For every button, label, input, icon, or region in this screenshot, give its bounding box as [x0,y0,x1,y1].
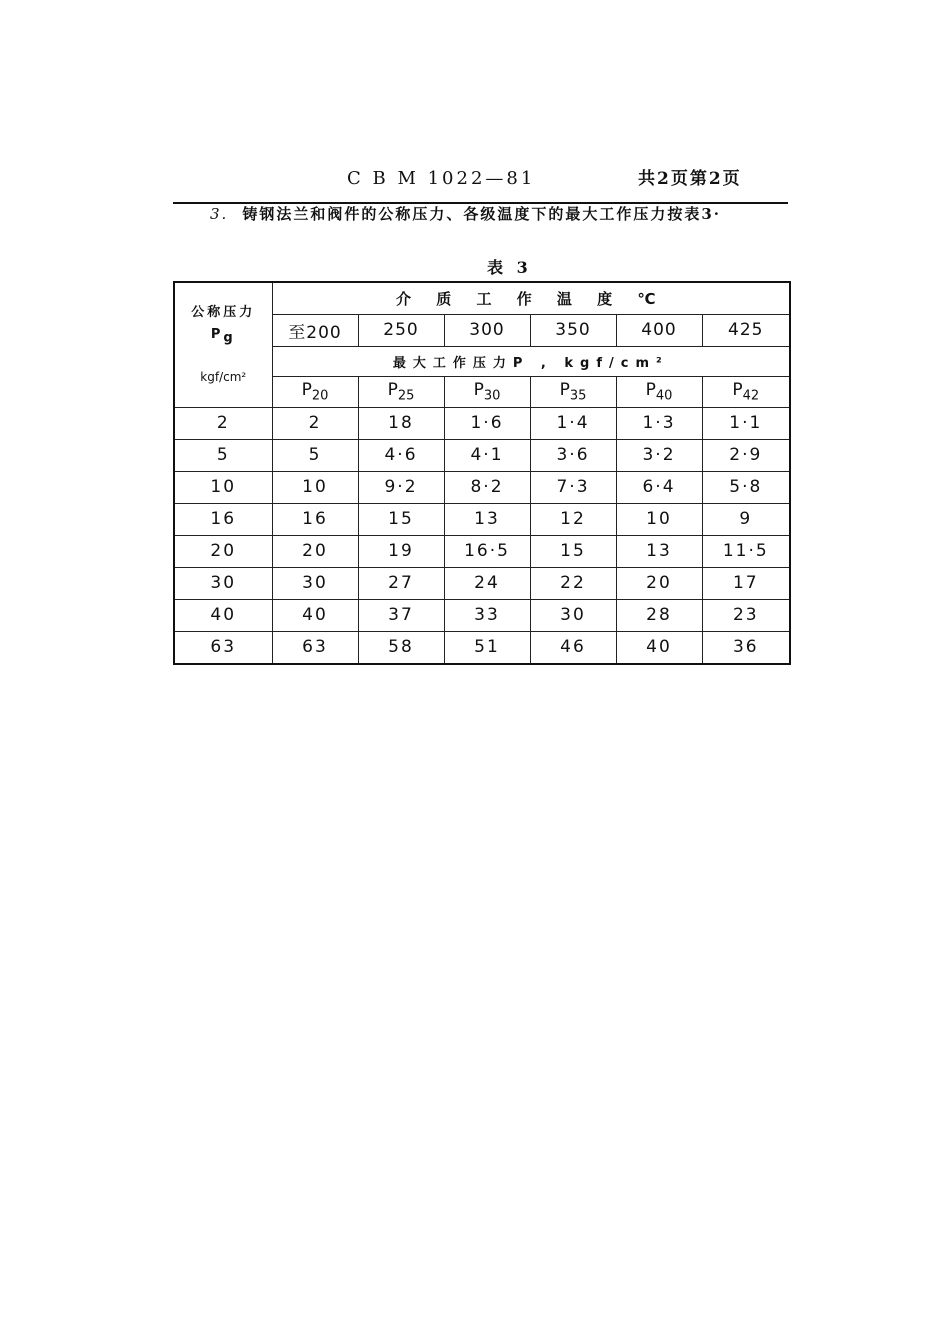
pressure-symbol-cell: $P_{35}$ [530,376,616,407]
max-pressure-cell: 10 [616,503,702,535]
pressure-table [173,281,791,665]
max-pressure-cell: 15 [530,535,616,567]
table-row [174,503,790,535]
max-pressure-cell: 20 [616,567,702,599]
max-pressure-cell: 12 [530,503,616,535]
nominal-pressure-cell: 5 [174,439,272,471]
max-pressure-cell: 1·1 [702,407,790,439]
temperature-cell: 300 [444,314,530,346]
max-pressure-cell: 3·6 [530,439,616,471]
section-text: 铸钢法兰和阀件的公称压力、各级温度下的最大工作压力按表3· [242,205,721,223]
max-pressure-cell: 11·5 [702,535,790,567]
nominal-pressure-cell: 20 [174,535,272,567]
max-pressure-cell: 23 [702,599,790,631]
max-pressure-cell: 1·3 [616,407,702,439]
temperature-header: 介 质 工 作 温 度 ℃ [272,282,790,314]
pressure-symbol-cell: $P_{30}$ [444,376,530,407]
max-pressure-cell: 13 [444,503,530,535]
max-pressure-cell: 37 [358,599,444,631]
max-pressure-cell: 7·3 [530,471,616,503]
pressure-symbol-cell: $P_{42}$ [702,376,790,407]
max-pressure-cell: 40 [272,599,358,631]
max-pressure-cell: 20 [272,535,358,567]
nominal-pressure-cell: 40 [174,599,272,631]
nominal-pressure-cell: 10 [174,471,272,503]
nominal-pressure-cell: 63 [174,631,272,664]
max-pressure-cell: 22 [530,567,616,599]
pressure-symbol-cell: $P_{20}$ [272,376,358,407]
table-row [174,439,790,471]
section-paragraph [210,203,721,224]
max-pressure-cell: 3·2 [616,439,702,471]
pressure-symbol-cell: $P_{25}$ [358,376,444,407]
section-number: 3. [210,205,229,223]
max-pressure-cell: 1·6 [444,407,530,439]
nominal-pressure-cell: 16 [174,503,272,535]
max-pressure-cell: 46 [530,631,616,664]
max-pressure-cell: 10 [272,471,358,503]
max-pressure-cell: 19 [358,535,444,567]
temperature-cell: 250 [358,314,444,346]
max-pressure-cell: 33 [444,599,530,631]
row-header-cell [174,282,272,407]
nominal-pressure-cell: 30 [174,567,272,599]
max-pressure-cell: 2 [272,407,358,439]
table-row [174,471,790,503]
max-pressure-cell: 15 [358,503,444,535]
max-pressure-cell: 9 [702,503,790,535]
max-pressure-cell: 30 [272,567,358,599]
max-pressure-cell: 2·9 [702,439,790,471]
max-pressure-cell: 13 [616,535,702,567]
temperature-cell: 至200 [272,314,358,346]
max-pressure-cell: 1·4 [530,407,616,439]
max-pressure-cell: 24 [444,567,530,599]
max-pressure-cell: 40 [616,631,702,664]
page-info: 共2页第2页 [638,169,742,189]
table-row [174,535,790,567]
max-pressure-cell: 16 [272,503,358,535]
table-caption: 表 3 [487,258,532,277]
max-pressure-cell: 51 [444,631,530,664]
temperature-cell: 400 [616,314,702,346]
max-pressure-cell: 4·6 [358,439,444,471]
max-pressure-cell: 28 [616,599,702,631]
value-rows [174,407,790,664]
temperature-cell: 350 [530,314,616,346]
max-pressure-cell: 16·5 [444,535,530,567]
table-row [174,631,790,664]
max-pressure-cell: 6·4 [616,471,702,503]
nominal-pressure-cell: 2 [174,407,272,439]
table-row [174,567,790,599]
row-header-symbol: $P_g$ [210,326,236,346]
max-pressure-cell: 8·2 [444,471,530,503]
pressure-symbol-cell: $P_{40}$ [616,376,702,407]
max-pressure-cell: 18 [358,407,444,439]
pressure-header: 最大工作压力P , kgf/cm² [272,346,790,376]
max-pressure-cell: 36 [702,631,790,664]
max-pressure-cell: 30 [530,599,616,631]
max-pressure-cell: 4·1 [444,439,530,471]
document-code: C B M 1022—81 [347,168,536,189]
row-header-unit: kgf/cm² [200,369,247,384]
max-pressure-cell: 63 [272,631,358,664]
table-row [174,407,790,439]
max-pressure-cell: 5·8 [702,471,790,503]
max-pressure-cell: 17 [702,567,790,599]
table-row [174,599,790,631]
row-header-label: 公称压力 [191,304,256,320]
max-pressure-cell: 58 [358,631,444,664]
max-pressure-cell: 5 [272,439,358,471]
temperature-cell: 425 [702,314,790,346]
max-pressure-cell: 27 [358,567,444,599]
max-pressure-cell: 9·2 [358,471,444,503]
